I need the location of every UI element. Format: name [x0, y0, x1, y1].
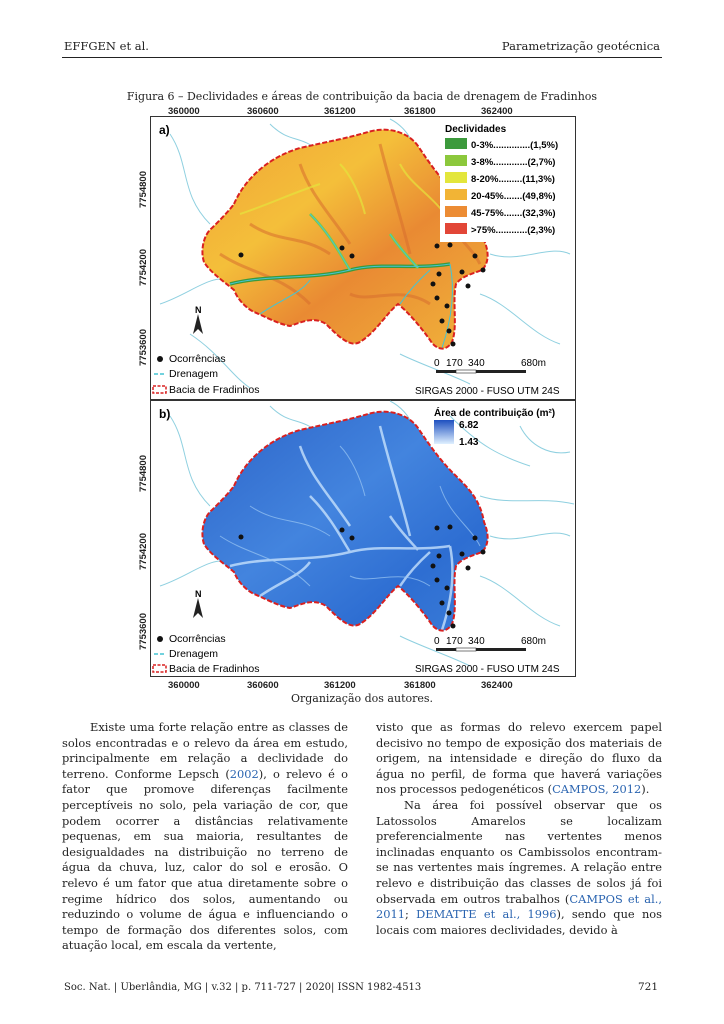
x-tick-bottom-3: 361200: [324, 680, 356, 691]
panel-a-label: a): [159, 123, 170, 137]
y-tick-a-2: 7754200: [138, 249, 149, 286]
legend-occurrences-b: Ocorrências: [169, 633, 226, 645]
occurrence-symbol: [157, 636, 163, 642]
text-run: Na área foi possível observar que os Latossolos Amarelos se localizam preferencialmente nas vertentes menos inclinadas enquanto os Cambissolos encontram-se nas vertentes mais íngremes. A relação entre relevo e distribuição das classes de solos já foi observada em outros trabalhos (: [376, 797, 662, 906]
citation-link[interactable]: CAMPOS et al., 2011: [376, 891, 662, 922]
x-tick-top-1: 360000: [168, 106, 200, 117]
body-column-right: [376, 720, 662, 938]
scale-b-t0: 0: [434, 636, 440, 647]
basin-symbol: [153, 386, 166, 393]
scale-t2: 340: [468, 358, 485, 369]
citation-link[interactable]: DEMATTE et al., 1996: [416, 907, 557, 922]
x-tick-top-3: 361200: [324, 106, 356, 117]
slope-legend-title: Declividades: [445, 124, 507, 135]
running-head-topic: Parametrização geotécnica: [501, 39, 660, 53]
slope-class-swatch: [445, 189, 467, 200]
panel-b: [151, 401, 576, 677]
citation-link[interactable]: CAMPOS, 2012: [552, 782, 642, 797]
slope-class-swatch: [445, 155, 467, 166]
north-label-a: N: [195, 305, 202, 315]
text-run: ), sendo que nos locais com maiores declividades, devido à: [376, 907, 662, 937]
header-rule: [62, 57, 662, 58]
north-label-b: N: [195, 589, 202, 599]
page-number: 721: [637, 981, 658, 993]
scale-t0: 0: [434, 358, 440, 369]
slope-class-label: 45-75%.......(32,3%): [471, 208, 556, 219]
contribution-min: 1.43: [459, 437, 479, 448]
y-tick-a-3: 7753600: [138, 329, 149, 366]
footer-journal: Soc. Nat. | Uberlândia, MG | v.32 | p. 711-727 | 2020| ISSN 1982-4513: [64, 982, 422, 993]
text-run: ;: [405, 907, 417, 922]
body-column-left: [62, 720, 348, 954]
x-tick-bottom-1: 360000: [168, 680, 200, 691]
contribution-max: 6.82: [459, 420, 479, 431]
y-tick-b-1: 7754800: [138, 455, 149, 492]
slope-class-label: 3-8%.............(2,7%): [471, 157, 556, 168]
panel-a: [151, 117, 576, 400]
y-tick-a-1: 7754800: [138, 171, 149, 208]
x-tick-top-2: 360600: [247, 106, 279, 117]
text-run: Existe uma forte relação entre as classes de solos encontradas e o relevo da área em estudo, principalmente em relação a declividade do terreno. Conforme Lepsch (: [62, 720, 348, 781]
contribution-legend-title: Área de contribuição (m²): [434, 408, 556, 419]
slope-legend: [440, 118, 574, 242]
slope-class-swatch: [445, 138, 467, 149]
crs-label-a: SIRGAS 2000 - FUSO UTM 24S: [415, 386, 560, 397]
paragraph: [376, 798, 662, 938]
x-tick-top-5: 362400: [481, 106, 513, 117]
text-run: ).: [641, 782, 650, 797]
citation-link[interactable]: 2002: [229, 766, 259, 781]
slope-class-label: 0-3%..............(1,5%): [471, 140, 559, 151]
slope-class-swatch: [445, 223, 467, 234]
scale-t1: 170: [446, 358, 463, 369]
panel-b-label: b): [159, 407, 171, 421]
crs-label-b: SIRGAS 2000 - FUSO UTM 24S: [415, 664, 560, 675]
x-tick-bottom-5: 362400: [481, 680, 513, 691]
y-tick-b-3: 7753600: [138, 613, 149, 650]
paragraph: [376, 720, 662, 798]
slope-class-swatch: [445, 172, 467, 183]
slope-class-swatch: [445, 206, 467, 217]
slope-class-label: >75%............(2,3%): [471, 225, 556, 236]
basin-symbol: [153, 665, 166, 672]
text-run: visto que as formas do relevo exercem papel decisivo no tempo de exposição dos materiais de origem, na intensidade e direção do fluxo da água no perfil, de forma que haverá variações nos processos pedogenéticos (: [376, 720, 662, 797]
text-run: ), o relevo é o fator que promove diferenças facilmente perceptíveis no solo, pela variação de cor, que podem ocorrer a distâncias relativamente pequenas, em sua maioria, resultantes de desigualdades na distribuição no terreno de água da chuva, luz, calor do sol e erosão. O relevo é um fator que atua diretamente sobre o regime hídrico dos solos, aumentando ou reduzindo o volume de água e influenciando o tempo de formação dos diferentes solos, com atuação local, em escala da vertente,: [62, 766, 348, 953]
slope-class-label: 20-45%.......(49,8%): [471, 191, 556, 202]
y-tick-b-2: 7754200: [138, 533, 149, 570]
scale-t3: 680m: [521, 358, 547, 369]
legend-drainage-b: Drenagem: [169, 648, 219, 660]
legend-basin-b: Bacia de Fradinhos: [169, 663, 260, 675]
figure-caption: Figura 6 – Declividades e áreas de contribuição da bacia de drenagem de Fradinhos: [126, 90, 598, 103]
contribution-ramp: [434, 420, 454, 444]
figure-6: [138, 104, 576, 691]
legend-basin: Bacia de Fradinhos: [169, 384, 260, 396]
x-tick-bottom-4: 361800: [404, 680, 436, 691]
legend-drainage: Drenagem: [169, 368, 219, 380]
x-tick-bottom-2: 360600: [247, 680, 279, 691]
figure-credit: Organização dos autores.: [290, 692, 434, 705]
running-head-author: EFFGEN et al.: [64, 39, 149, 53]
paragraph: [62, 720, 348, 954]
scale-b-t2: 340: [468, 636, 485, 647]
x-tick-top-4: 361800: [404, 106, 436, 117]
legend-occurrences: Ocorrências: [169, 353, 226, 365]
scale-b-t3: 680m: [521, 636, 547, 647]
scale-b-t1: 170: [446, 636, 463, 647]
occurrence-symbol: [157, 356, 163, 362]
slope-class-label: 8-20%.........(11,3%): [471, 174, 555, 185]
